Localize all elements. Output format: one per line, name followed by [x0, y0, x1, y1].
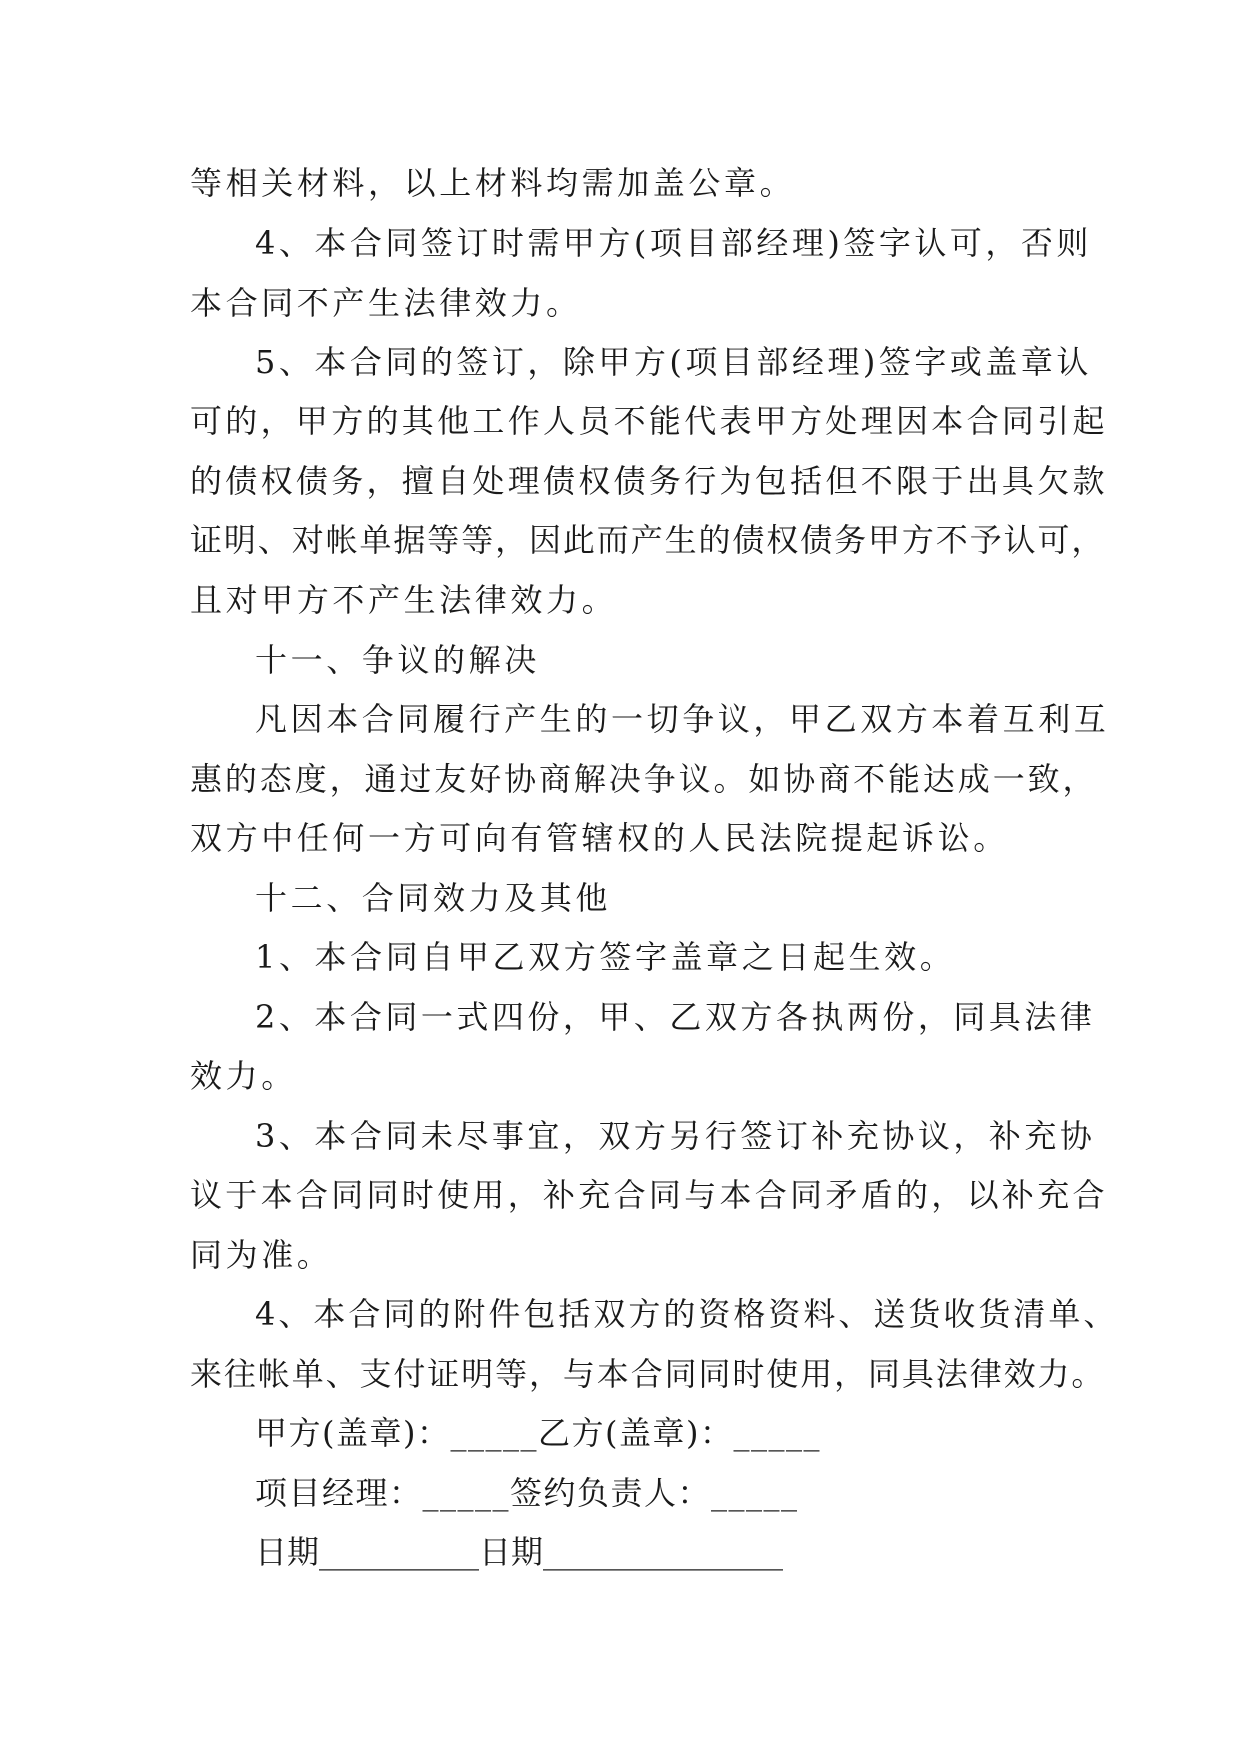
- text-line: 3、本合同未尽事宜，双方另行签订补充协议，补充协: [255, 1117, 1096, 1155]
- section-heading: 十一、争议的解决: [255, 641, 540, 679]
- text-line: 证明、对帐单据等等，因此而产生的债权债务甲方不予认可，: [190, 521, 1106, 559]
- text-line: 4、本合同签订时需甲方(项目部经理)签字认可，否则: [255, 224, 1092, 262]
- text-line: 本合同不产生法律效力。: [190, 284, 582, 322]
- text-line: 双方中任何一方可向有管辖权的人民法院提起诉讼。: [190, 819, 1009, 857]
- text-line: 1、本合同自甲乙双方签字盖章之日起生效。: [255, 938, 956, 976]
- section-heading: 十二、合同效力及其他: [255, 879, 612, 917]
- text-line: 2、本合同一式四份，甲、乙双方各执两份，同具法律: [255, 998, 1096, 1036]
- text-line: 且对甲方不产生法律效力。: [190, 581, 618, 619]
- text-line: 议于本合同同时使用，补充合同与本合同矛盾的，以补充合: [190, 1176, 1108, 1214]
- signature-line-manager: 项目经理：_____签约负责人：_____: [255, 1474, 799, 1512]
- text-line: 可的，甲方的其他工作人员不能代表甲方处理因本合同引起: [190, 402, 1108, 440]
- text-line: 效力。: [190, 1057, 297, 1095]
- text-line: 惠的态度，通过友好协商解决争议。如协商不能达成一致，: [190, 760, 1098, 798]
- signature-line-date: 日期__________日期_______________: [255, 1533, 784, 1571]
- text-line: 同为准。: [190, 1236, 333, 1274]
- text-line: 来往帐单、支付证明等，与本合同同时使用，同具法律效力。: [190, 1355, 1106, 1393]
- text-line: 5、本合同的签订，除甲方(项目部经理)签字或盖章认: [255, 343, 1092, 381]
- text-line: 凡因本合同履行产生的一切争议，甲乙双方本着互利互: [255, 700, 1110, 738]
- text-line: 4、本合同的附件包括双方的资格资料、送货收货清单、: [255, 1295, 1119, 1333]
- text-line: 等相关材料，以上材料均需加盖公章。: [190, 164, 796, 202]
- signature-line-seal: 甲方(盖章)：_____乙方(盖章)：_____: [255, 1414, 821, 1452]
- text-line: 的债权债务，擅自处理债权债务行为包括但不限于出具欠款: [190, 462, 1108, 500]
